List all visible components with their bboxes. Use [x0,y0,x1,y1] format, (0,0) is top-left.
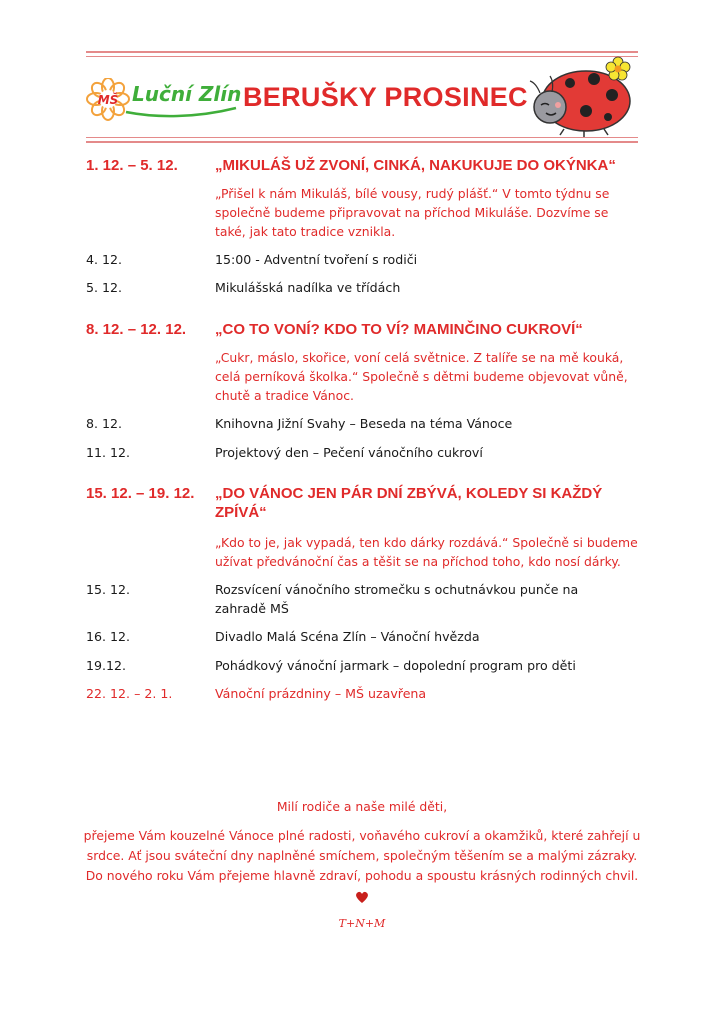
section-3-title: „DO VÁNOC JEN PÁR DNÍ ZBÝVÁ, KOLEDY SI KAŽDÝ ZPÍVÁ“ [215,485,603,521]
event-text: Knihovna Jižní Svahy – Beseda na téma Vánoce [215,416,513,431]
event-text: Pohádkový vánoční jarmark – dopolední program pro děti [215,658,576,673]
footer-greeting: Milí rodiče a naše milé děti, [276,799,448,814]
logo-ms-text: MŠ [97,93,119,107]
event-text: 15:00 - Adventní tvoření s rodiči [215,252,418,267]
section-1-dates: 1. 12. – 5. 12. [86,157,178,174]
header-rule-bottom [86,141,638,143]
page-title: BERUŠKY PROSINEC [243,82,528,112]
event-text: Projektový den – Pečení vánočního cukroví [215,445,483,460]
event-text: Rozsvícení vánočního stromečku s ochutnávkou punče na zahradě MŠ [215,582,579,616]
event-date: 4. 12. [86,252,123,267]
event-date: 16. 12. [86,629,131,644]
section-3-description: „Kdo to je, jak vypadá, ten kdo dárky rozdává.“ Společně si budeme užívat předvánoční čas a těšit se na příchod toho, kdo nosí dárky. [215,535,638,569]
section-3-dates: 15. 12. – 19. 12. [86,485,195,502]
section-1-description: „Přišel k nám Mikuláš, bílé vousy, rudý plášť.“ V tomto týdnu se společně budeme připravovat na příchod Mikuláše. Dozvíme se také, jak tato tradice vznikla. [215,186,610,239]
ladybug-icon [524,55,638,137]
signature: T+N+M [338,917,386,930]
section-2-dates: 8. 12. – 12. 12. [86,321,187,338]
header-rule-bottom-thin [86,137,638,138]
event-text: Divadlo Malá Scéna Zlín – Vánoční hvězda [215,629,480,644]
event-date: 5. 12. [86,280,123,295]
heart-icon [355,891,369,904]
section-2-title: „CO TO VONÍ? KDO TO VÍ? MAMINČINO CUKROVÍ“ [215,321,583,338]
event-date: 11. 12. [86,445,131,460]
section-2-description: „Cukr, máslo, skořice, voní celá světnice. Z talíře se na mě kouká, celá perníková školka.“ Společně s dětmi budeme objevovat vůně, chutě a tradice Vánoc. [215,350,628,403]
holiday-date: 22. 12. – 2. 1. [86,686,173,701]
event-date: 8. 12. [86,416,123,431]
event-text: Mikulášská nadílka ve třídách [215,280,401,295]
footer-message: přejeme Vám kouzelné Vánoce plné radosti, voňavého cukroví a okamžiků, které zahřejí u srdce. Ať jsou sváteční dny naplněné smíchem, společným těšením se a malými zázraky. Do nového roku Vám přejeme hlavně zdraví, pohodu a spoustu krásných rodinných chvil. [83,828,641,883]
header-rule-top [86,51,638,53]
logo-text: Luční Zlín [132,82,242,106]
school-logo [86,78,242,122]
section-1-title: „MIKULÁŠ UŽ ZVONÍ, CINKÁ, NAKUKUJE DO OKÝNKA“ [215,157,616,174]
event-date: 19.12. [86,658,127,673]
holiday-text: Vánoční prázdniny – MŠ uzavřena [215,686,427,701]
event-date: 15. 12. [86,582,131,597]
